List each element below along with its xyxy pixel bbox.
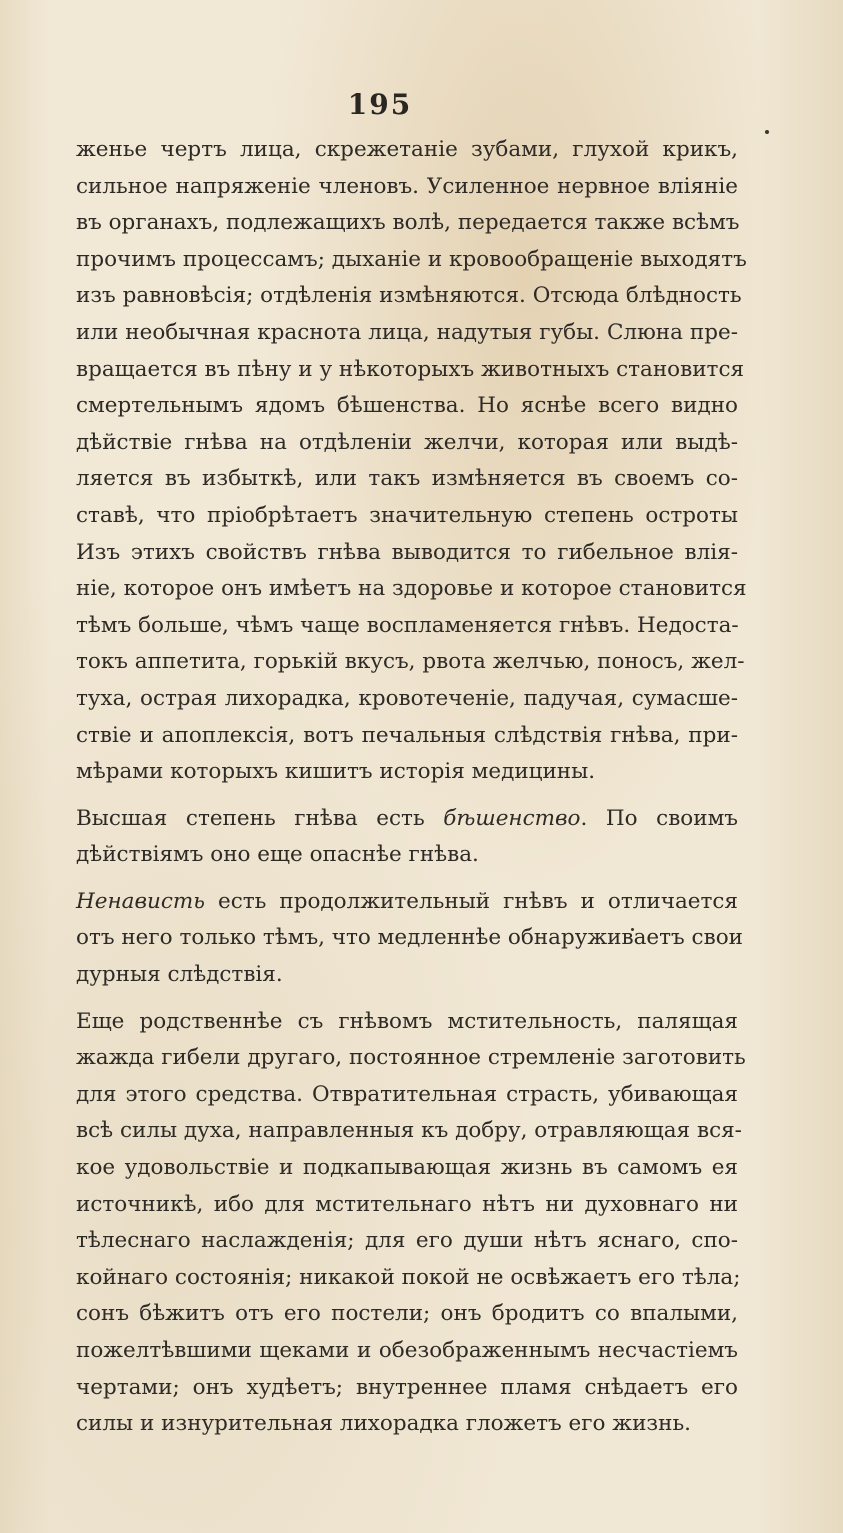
text-line: мѣрами которыхъ кишитъ исторія медицины. bbox=[76, 759, 596, 785]
text-line: изъ равновѣсія; отдѣленія измѣняются. Отсюда блѣдность bbox=[76, 283, 742, 309]
text-line: туха, острая лихорадка, кровотеченіе, падучая, сумасше- bbox=[76, 685, 738, 711]
text-line: Еще родственнѣе съ гнѣвомъ мстительность, палящая bbox=[76, 1008, 738, 1034]
text-line: отъ него только тѣмъ, что медленнѣе обнаруживаетъ свои bbox=[76, 925, 743, 951]
italic-term: Ненависть bbox=[76, 888, 205, 914]
text-line: чертами; онъ худѣетъ; внутреннее пламя снѣдаетъ его bbox=[76, 1374, 738, 1400]
text-line: силы и изнурительная лихорадка гложетъ его жизнь. bbox=[76, 1411, 692, 1437]
text-line: койнаго состоянія; никакой покой не освѣжаетъ его тѣла; bbox=[76, 1264, 741, 1290]
paragraph bbox=[76, 884, 743, 994]
text-line: токъ аппетита, горькій вкусъ, рвота желчью, поносъ, жел- bbox=[76, 649, 745, 675]
text-line: ставѣ, что пріобрѣтаетъ значительную степень остроты bbox=[76, 502, 738, 528]
text-line: или необычная краснота лица, надутыя губы. Слюна пре- bbox=[76, 319, 738, 345]
text-line: дѣйствіе гнѣва на отдѣленіи желчи, которая или выдѣ- bbox=[76, 429, 738, 455]
text-line: дѣйствіямъ оно еще опаснѣе гнѣва. bbox=[76, 842, 479, 868]
text-line: тѣлеснаго наслажденія; для его души нѣтъ яснаго, спо- bbox=[76, 1228, 738, 1254]
text-line: смертельнымъ ядомъ бѣшенства. Но яснѣе всего видно bbox=[76, 393, 738, 419]
text-line: женье чертъ лица, скрежетаніе зубами, глухой крикъ, bbox=[76, 137, 738, 162]
paragraph bbox=[76, 132, 747, 791]
text-line bbox=[76, 801, 738, 838]
text-line: дурныя слѣдствія. bbox=[76, 962, 283, 988]
text-line: источникѣ, ибо для мстительнаго нѣтъ ни духовнаго ни bbox=[76, 1191, 738, 1217]
text-line: всѣ силы духа, направленныя къ добру, отравляющая вся- bbox=[76, 1118, 742, 1144]
text-line: кое удовольствіе и подкапывающая жизнь въ самомъ ея bbox=[76, 1155, 738, 1181]
paragraph bbox=[76, 1004, 746, 1443]
text-line: сонъ бѣжитъ отъ его постели; онъ бродитъ со впалыми, bbox=[76, 1301, 738, 1327]
text-line: пожелтѣвшими щеками и обезображеннымъ несчастіемъ bbox=[76, 1338, 738, 1363]
text-line: въ органахъ, подлежащихъ волѣ, передается также всѣмъ bbox=[76, 210, 740, 236]
page-number: 195 bbox=[347, 88, 413, 121]
text-run: есть продолжительный гнѣвъ и отличается bbox=[204, 888, 738, 914]
text-line: ніе, которое онъ имѣетъ на здоровье и которое становится bbox=[76, 576, 747, 602]
text-run: Высшая степень гнѣва есть bbox=[76, 805, 444, 831]
text-line: Изъ этихъ свойствъ гнѣва выводится то гибельное влія- bbox=[76, 539, 738, 565]
body-text bbox=[76, 132, 747, 1443]
text-line: прочимъ процессамъ; дыханіе и кровообращеніе выходятъ bbox=[76, 246, 747, 272]
paragraph bbox=[76, 801, 738, 874]
paper-speck bbox=[765, 130, 769, 134]
text-line: вращается въ пѣну и у нѣкоторыхъ животныхъ становится bbox=[76, 356, 745, 382]
text-line: для этого средства. Отвратительная страсть, убивающая bbox=[76, 1081, 738, 1107]
text-line: ствіе и апоплексія, вотъ печальныя слѣдствія гнѣва, при- bbox=[76, 722, 738, 748]
italic-term: бѣшенство bbox=[443, 805, 581, 831]
text-line bbox=[76, 884, 738, 921]
text-line: сильное напряженіе членовъ. Усиленное нервное вліяніе bbox=[76, 173, 738, 199]
text-line: ляется въ избыткѣ, или такъ измѣняется въ своемъ со- bbox=[76, 466, 738, 492]
text-run: . По своимъ bbox=[580, 805, 738, 831]
text-line: тѣмъ больше, чѣмъ чаще воспламеняется гнѣвъ. Недоста- bbox=[76, 612, 739, 638]
text-line: жажда гибели другаго, постоянное стремленіе заготовить bbox=[76, 1045, 746, 1071]
